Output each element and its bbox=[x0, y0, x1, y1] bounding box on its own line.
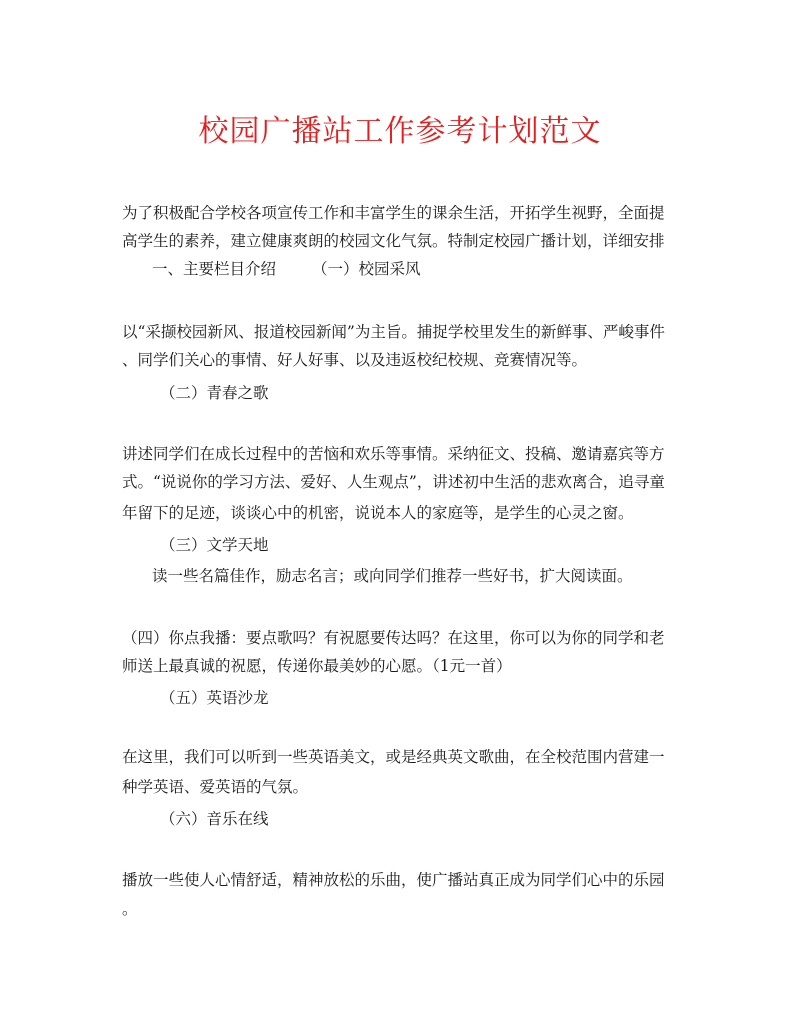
paragraph-line: 在这里，我们可以听到一些英语美文，或是经典英文歌曲，在全校范围内营建一 bbox=[122, 748, 665, 766]
paragraph-line: 。 bbox=[122, 900, 138, 918]
paragraph-line: （四）你点我播：要点歌吗？有祝愿要传达吗？在这里，你可以为你的同学和老 bbox=[122, 629, 665, 647]
subsection-heading: （五）英语沙龙 bbox=[160, 689, 269, 707]
paragraph-line: 读一些名篇佳作，励志名言；或向同学们推荐一些好书，扩大阅读面。 bbox=[152, 567, 633, 585]
paragraph-line: 高学生的素养，建立健康爽朗的校园文化气氛。特制定校园广播计划，详细安排 bbox=[122, 232, 665, 250]
subsection-heading: （一）校园采风 bbox=[312, 260, 421, 278]
section-heading: 一、主要栏目介绍 bbox=[152, 260, 277, 278]
paragraph-line: 年留下的足迹，谈谈心中的机密，说说本人的家庭等，是学生的心灵之窗。 bbox=[122, 504, 634, 522]
document-title: 校园广播站工作参考计划范文 bbox=[198, 114, 602, 149]
section-heading-row bbox=[152, 259, 712, 279]
paragraph-line: 讲述同学们在成长过程中的苦恼和欢乐等事情。采纳征文、投稿、邀请嘉宾等方 bbox=[122, 445, 665, 463]
paragraph-line: 式。“说说你的学习方法、爱好、人生观点”，讲述初中生活的悲欢离合，追寻童 bbox=[122, 473, 665, 491]
paragraph-line: 、同学们关心的事情、好人好事、以及违返校纪校规、竞赛情况等。 bbox=[122, 351, 588, 369]
paragraph-line: 以“采撷校园新风、报道校园新闻”为主旨。捕捉学校里发生的新鲜事、严峻事件 bbox=[122, 323, 665, 341]
paragraph-line: 播放一些使人心情舒适，精神放松的乐曲，使广播站真正成为同学们心中的乐园 bbox=[122, 871, 665, 889]
paragraph-line: 为了积极配合学校各项宣传工作和丰富学生的课余生活，开拓学生视野，全面提 bbox=[122, 204, 665, 222]
subsection-heading: （六）音乐在线 bbox=[160, 810, 269, 828]
paragraph-line: 师送上最真诚的祝愿，传递你最美妙的心愿。（1元一首） bbox=[122, 657, 512, 675]
subsection-heading: （三）文学天地 bbox=[160, 536, 269, 554]
subsection-heading: （二）青春之歌 bbox=[160, 384, 269, 402]
paragraph-line: 种学英语、爱英语的气氛。 bbox=[122, 778, 309, 796]
